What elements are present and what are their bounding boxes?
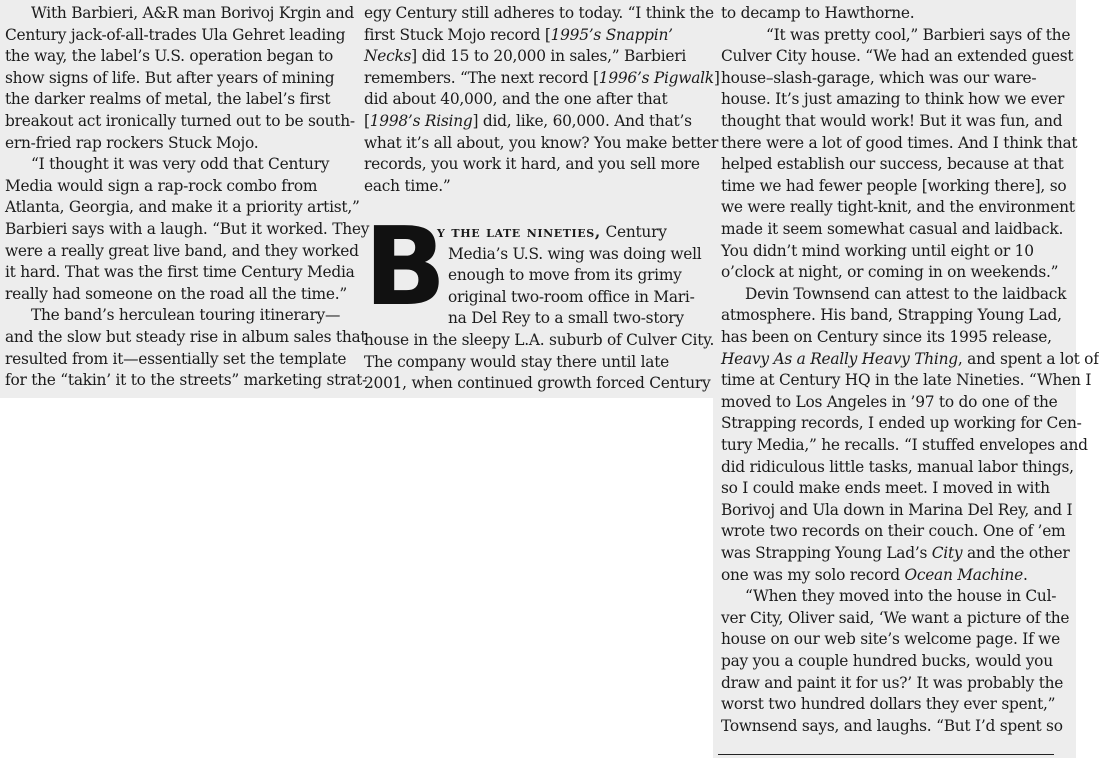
text-line: were a really great live band, and they worked — [5, 241, 359, 260]
text-line: what it’s all about, you know? You make better — [364, 133, 719, 152]
text-line: resulted from it—essentially set the template — [5, 349, 347, 368]
text-line: You didn’t mind working until eight or 10 — [721, 241, 1034, 260]
text-line: tury Media,” he recalls. “I stuffed envelopes and — [721, 436, 1088, 454]
text-line: o’clock at night, or coming in on weekends.” — [721, 263, 1059, 282]
text-line: Century jack-of-all-trades Ula Gehret leading — [5, 25, 346, 44]
section-first-line — [437, 222, 667, 244]
text-line: we were really tight-knit, and the environment — [721, 198, 1075, 217]
text-line: Atlanta, Georgia, and make it a priority artist,” — [5, 198, 360, 217]
text-line: house on our web site’s welcome page. If we — [721, 630, 1060, 649]
text-line: The band’s herculean touring itinerary— — [31, 306, 341, 325]
text-line: house. It’s just amazing to think how we ever — [721, 90, 1065, 109]
text-line: Media would sign a rap-rock combo from — [5, 176, 318, 195]
text-line: Borivoj and Ula down in Marina Del Rey, and I — [721, 500, 1073, 519]
text-line: for the “takin’ it to the streets” marketing strat- — [5, 371, 367, 390]
text-line: thought that would work! But it was fun, and — [721, 112, 1063, 130]
text-line: really had someone on the road all the time.” — [5, 284, 347, 303]
text-line: Devin Townsend can attest to the laidback — [745, 284, 1067, 303]
text-line: to decamp to Hawthorne. — [721, 4, 915, 22]
text-line: wrote two records on their couch. One of ’em — [721, 522, 1066, 541]
text-line: [1998’s Rising] did, like, 60,000. And that’s — [364, 112, 692, 130]
text-line: one was my solo record Ocean Machine. — [721, 565, 1028, 584]
text-line: egy Century still adheres to today. “I think the — [364, 4, 714, 22]
text-line: worst two hundred dollars they ever spent,” — [721, 695, 1056, 714]
text-line: Necks] did 15 to 20,000 in sales,” Barbieri — [364, 47, 687, 66]
text-line: Media’s U.S. wing was doing well — [448, 244, 702, 263]
text-line: The company would stay there until late — [364, 352, 669, 371]
text-line: the darker realms of metal, the label’s first — [5, 90, 331, 109]
text-line: helped establish our success, because at that — [721, 155, 1064, 174]
text-line: “When they moved into the house in Cul- — [745, 587, 1057, 606]
text-line: so I could make ends meet. I moved in with — [721, 479, 1050, 498]
text-line: enough to move from its grimy — [448, 266, 682, 285]
drop-cap: B — [364, 205, 447, 330]
text-line: Heavy As a Really Heavy Thing, and spent a lot of — [721, 349, 1099, 368]
text-line: first Stuck Mojo record [1995’s Snappin’ — [364, 25, 673, 44]
text-line: did ridiculous little tasks, manual labor things, — [721, 457, 1074, 476]
text-line: na Del Rey to a small two-story — [448, 309, 684, 328]
text-line: made it seem somewhat casual and laidback. — [721, 220, 1064, 238]
text-line: house in the sleepy L.A. suburb of Culver City. — [364, 331, 715, 349]
text-line: pay you a couple hundred bucks, would you — [721, 652, 1053, 670]
section-line-text: Century — [605, 223, 667, 241]
text-line: Strapping records, I ended up working for Cen- — [721, 414, 1082, 433]
text-line: ver City, Oliver said, ‘We want a picture of the — [721, 608, 1070, 627]
text-line: remembers. “The next record [1996’s Pigwalk] — [364, 68, 720, 87]
text-line: there were a lot of good times. And I think that — [721, 133, 1078, 152]
text-line: did about 40,000, and the one after that — [364, 90, 668, 109]
text-line: and the slow but steady rise in album sales that — [5, 328, 367, 346]
text-line: Culver City house. “We had an extended guest — [721, 47, 1074, 66]
text-line: house–slash-garage, which was our ware- — [721, 68, 1037, 87]
text-line: the way, the label’s U.S. operation began to — [5, 47, 334, 66]
section-lead-in: y the late nineties, — [437, 223, 601, 241]
text-line: it hard. That was the first time Century Media — [5, 263, 355, 282]
text-line: Townsend says, and laughs. “But I’d spent so — [721, 716, 1063, 735]
text-line: breakout act ironically turned out to be south- — [5, 112, 355, 130]
text-line: time at Century HQ in the late Nineties. “When I — [721, 371, 1092, 390]
text-line: was Strapping Young Lad’s City and the other — [721, 544, 1070, 562]
text-line: “I thought it was very odd that Century — [31, 155, 330, 174]
text-line: show signs of life. But after years of mining — [5, 68, 335, 87]
text-line: ern-fried rap rockers Stuck Mojo. — [5, 133, 259, 152]
text-line: 2001, when continued growth forced Century — [364, 374, 711, 393]
text-line: records, you work it hard, and you sell more — [364, 155, 700, 174]
text-line: each time.” — [364, 176, 451, 195]
text-line: “It was pretty cool,” Barbieri says of the — [766, 25, 1071, 44]
text-line: has been on Century since its 1995 release, — [721, 328, 1052, 346]
text-line: Barbieri says with a laugh. “But it worked. They — [5, 220, 370, 238]
text-line: moved to Los Angeles in ’97 to do one of the — [721, 392, 1058, 411]
text-line: With Barbieri, A&R man Borivoj Krgin and — [31, 4, 354, 22]
text-line: time we had fewer people [working there], so — [721, 176, 1067, 195]
text-line: atmosphere. His band, Strapping Young Lad, — [721, 306, 1062, 325]
bottom-rule — [718, 754, 1054, 755]
text-line: original two-room office in Mari- — [448, 287, 695, 306]
text-line: draw and paint it for us?’ It was probably the — [721, 673, 1064, 692]
